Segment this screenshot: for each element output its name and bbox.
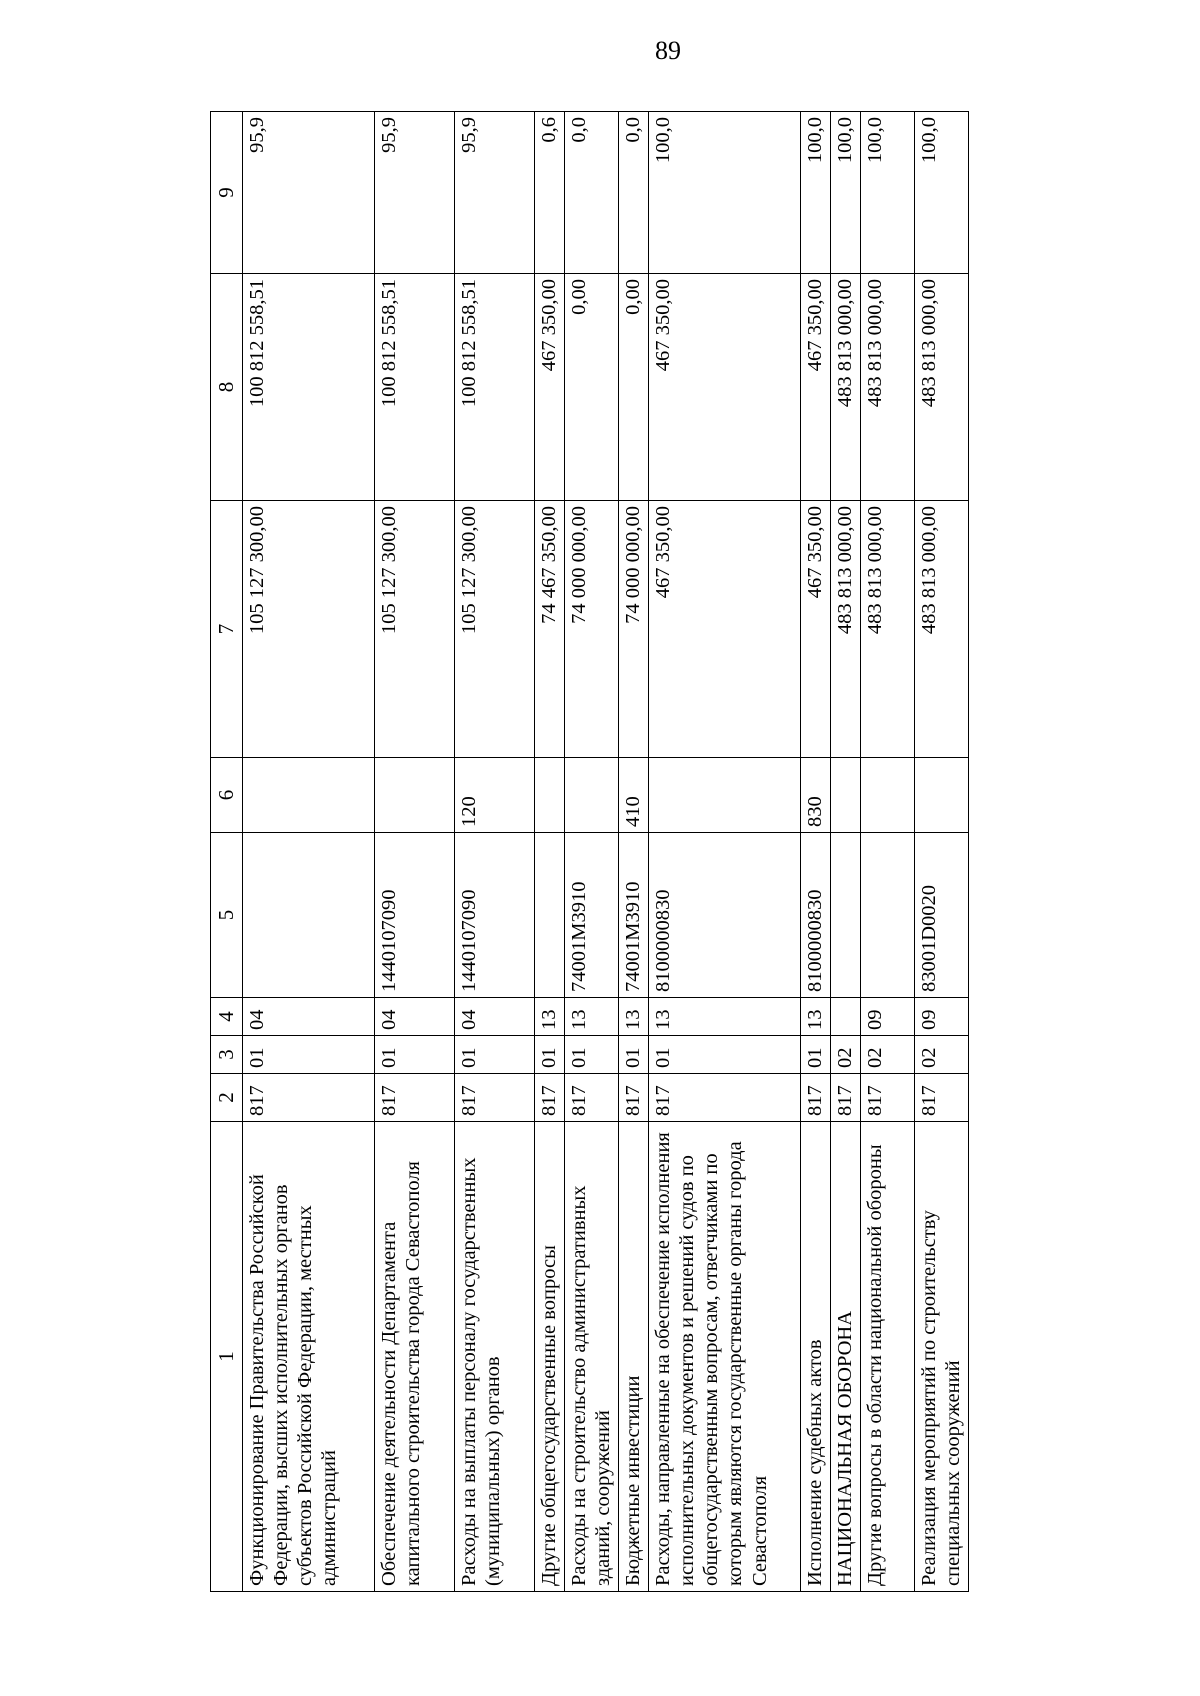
cell-percent: 0,6 [534, 112, 564, 274]
cell-planned-amount: 483 813 000,00 [830, 501, 860, 758]
cell-subsection: 04 [374, 998, 454, 1036]
cell-expense-type [374, 758, 454, 833]
cell-planned-amount: 105 127 300,00 [374, 501, 454, 758]
row-description: Другие вопросы в области национальной обороны [860, 1122, 914, 1592]
cell-section: 02 [914, 1036, 968, 1074]
cell-percent: 100,0 [648, 112, 800, 274]
cell-planned-amount: 483 813 000,00 [914, 501, 968, 758]
table-row [914, 112, 968, 1592]
cell-planned-amount: 467 350,00 [648, 501, 800, 758]
cell-actual-amount: 0,00 [618, 274, 648, 501]
cell-actual-amount: 483 813 000,00 [830, 274, 860, 501]
cell-percent: 100,0 [914, 112, 968, 274]
header-cell: 6 [211, 758, 243, 833]
rotated-table-frame [210, 112, 1018, 1592]
cell-section: 01 [534, 1036, 564, 1074]
cell-actual-amount: 0,00 [564, 274, 618, 501]
cell-chapter: 817 [860, 1074, 914, 1122]
cell-expense-type [242, 758, 374, 833]
cell-subsection: 13 [648, 998, 800, 1036]
table-row [534, 112, 564, 1592]
cell-target-article: 1440107090 [374, 833, 454, 998]
cell-expense-type: 410 [618, 758, 648, 833]
cell-expense-type [860, 758, 914, 833]
header-cell: 9 [211, 112, 243, 274]
cell-actual-amount: 467 350,00 [800, 274, 830, 501]
cell-target-article [830, 833, 860, 998]
table-row [830, 112, 860, 1592]
cell-planned-amount: 74 000 000,00 [618, 501, 648, 758]
cell-percent: 100,0 [800, 112, 830, 274]
cell-target-article: 1440107090 [454, 833, 534, 998]
cell-subsection [830, 998, 860, 1036]
cell-chapter: 817 [564, 1074, 618, 1122]
cell-percent: 100,0 [830, 112, 860, 274]
cell-target-article [534, 833, 564, 998]
cell-chapter: 817 [618, 1074, 648, 1122]
header-cell: 4 [211, 998, 243, 1036]
cell-subsection: 13 [564, 998, 618, 1036]
cell-planned-amount: 105 127 300,00 [454, 501, 534, 758]
cell-section: 01 [454, 1036, 534, 1074]
row-description: Расходы на строительство административных зданий, сооружений [564, 1122, 618, 1592]
cell-expense-type [914, 758, 968, 833]
cell-section: 01 [618, 1036, 648, 1074]
header-cell: 7 [211, 501, 243, 758]
cell-section: 01 [564, 1036, 618, 1074]
row-description: НАЦИОНАЛЬНАЯ ОБОРОНА [830, 1122, 860, 1592]
cell-section: 01 [374, 1036, 454, 1074]
cell-subsection: 04 [242, 998, 374, 1036]
cell-chapter: 817 [648, 1074, 800, 1122]
cell-expense-type [534, 758, 564, 833]
cell-subsection: 09 [860, 998, 914, 1036]
cell-target-article [242, 833, 374, 998]
cell-target-article: 74001M3910 [564, 833, 618, 998]
cell-subsection: 04 [454, 998, 534, 1036]
cell-subsection: 13 [534, 998, 564, 1036]
cell-planned-amount: 105 127 300,00 [242, 501, 374, 758]
header-cell: 1 [211, 1122, 243, 1592]
cell-chapter: 817 [374, 1074, 454, 1122]
page-number: 89 [655, 36, 681, 65]
header-cell: 5 [211, 833, 243, 998]
cell-percent: 95,9 [454, 112, 534, 274]
cell-chapter: 817 [534, 1074, 564, 1122]
cell-chapter: 817 [830, 1074, 860, 1122]
row-description: Расходы на выплаты персоналу государственных (муниципальных) органов [454, 1122, 534, 1592]
cell-planned-amount: 74 467 350,00 [534, 501, 564, 758]
cell-target-article: 83001D0020 [914, 833, 968, 998]
row-description: Функционирование Правительства Российской Федерации, высших исполнительных органов субъектов Российской Федерации, местных администраций [242, 1122, 374, 1592]
cell-expense-type: 120 [454, 758, 534, 833]
header-cell: 3 [211, 1036, 243, 1074]
cell-expense-type [648, 758, 800, 833]
cell-actual-amount: 100 812 558,51 [374, 274, 454, 501]
row-description: Исполнение судебных актов [800, 1122, 830, 1592]
table-row [454, 112, 534, 1592]
table-row [564, 112, 618, 1592]
table-row [648, 112, 800, 1592]
cell-section: 01 [800, 1036, 830, 1074]
table-row [374, 112, 454, 1592]
table-row [242, 112, 374, 1592]
cell-planned-amount: 74 000 000,00 [564, 501, 618, 758]
cell-expense-type [830, 758, 860, 833]
header-cell: 2 [211, 1074, 243, 1122]
cell-percent: 0,0 [618, 112, 648, 274]
cell-actual-amount: 483 813 000,00 [860, 274, 914, 501]
cell-subsection: 13 [618, 998, 648, 1036]
header-row [211, 112, 243, 1592]
table-row [618, 112, 648, 1592]
cell-planned-amount: 467 350,00 [800, 501, 830, 758]
cell-section: 02 [830, 1036, 860, 1074]
cell-actual-amount: 467 350,00 [534, 274, 564, 501]
cell-actual-amount: 483 813 000,00 [914, 274, 968, 501]
cell-actual-amount: 100 812 558,51 [242, 274, 374, 501]
row-description: Расходы, направленные на обеспечение исполнения исполнительных документов и решений судов по общегосударственным вопросам, ответчиками по которым являются государственные органы города Севастополя [648, 1122, 800, 1592]
budget-table [210, 111, 969, 1592]
cell-target-article: 8100000830 [648, 833, 800, 998]
row-description: Другие общегосударственные вопросы [534, 1122, 564, 1592]
cell-chapter: 817 [454, 1074, 534, 1122]
header-cell: 8 [211, 274, 243, 501]
cell-expense-type: 830 [800, 758, 830, 833]
cell-chapter: 817 [242, 1074, 374, 1122]
cell-section: 01 [242, 1036, 374, 1074]
cell-percent: 95,9 [242, 112, 374, 274]
cell-target-article: 74001M3910 [618, 833, 648, 998]
row-description: Бюджетные инвестиции [618, 1122, 648, 1592]
cell-percent: 100,0 [860, 112, 914, 274]
row-description: Реализация мероприятий по строительству специальных сооружений [914, 1122, 968, 1592]
cell-expense-type [564, 758, 618, 833]
cell-actual-amount: 100 812 558,51 [454, 274, 534, 501]
cell-planned-amount: 483 813 000,00 [860, 501, 914, 758]
cell-target-article: 8100000830 [800, 833, 830, 998]
cell-actual-amount: 467 350,00 [648, 274, 800, 501]
cell-subsection: 13 [800, 998, 830, 1036]
table-row [860, 112, 914, 1592]
cell-percent: 0,0 [564, 112, 618, 274]
cell-percent: 95,9 [374, 112, 454, 274]
cell-section: 01 [648, 1036, 800, 1074]
row-description: Обеспечение деятельности Департамента капитального строительства города Севастополя [374, 1122, 454, 1592]
cell-target-article [860, 833, 914, 998]
rotated-table-container [210, 112, 1018, 1592]
cell-subsection: 09 [914, 998, 968, 1036]
table-row [800, 112, 830, 1592]
cell-chapter: 817 [800, 1074, 830, 1122]
cell-section: 02 [860, 1036, 914, 1074]
cell-chapter: 817 [914, 1074, 968, 1122]
